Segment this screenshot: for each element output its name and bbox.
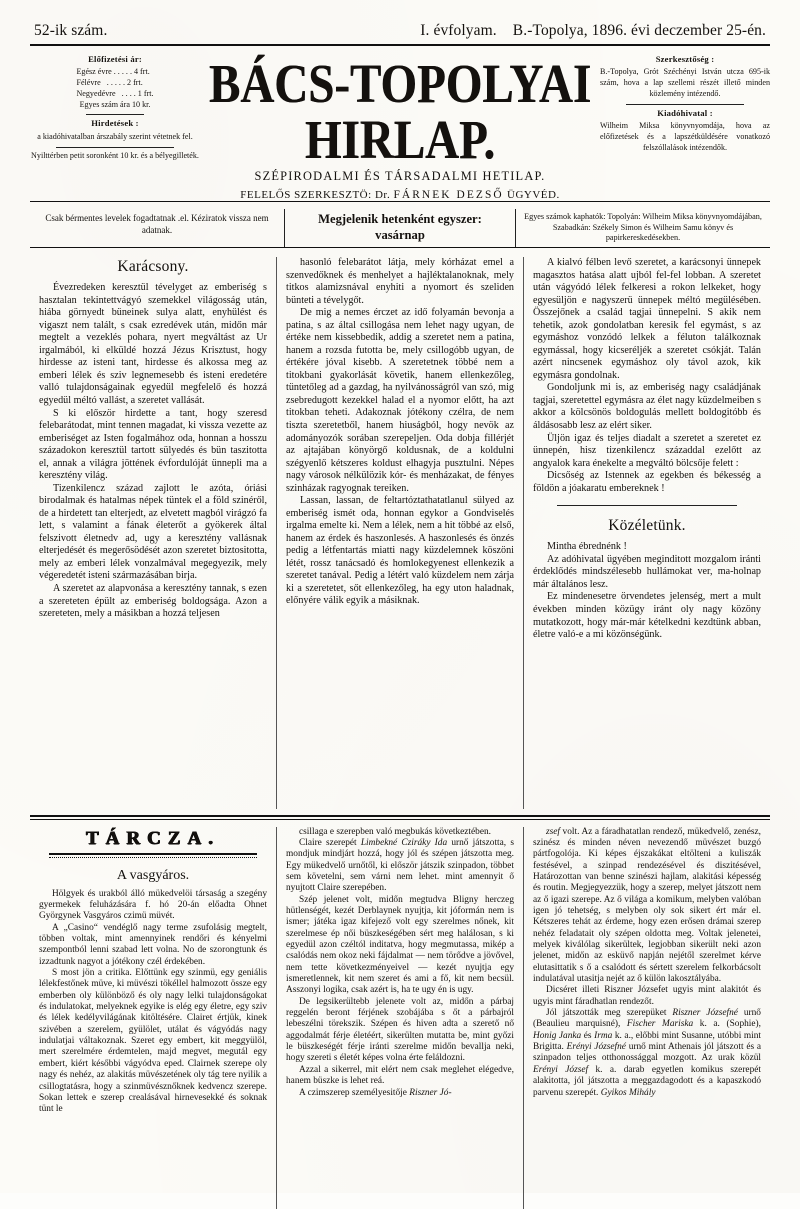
frequency-line-2: vasárnap [375,228,425,243]
divider [86,114,144,115]
paragraph: csillaga e szerepben való megbukás következtében. [299,826,491,837]
paragraph: Ez mindenesetre örvendetes jelenség, mert a mult években minden közügy iránt oly nagy közöny mutatkozott, hogy már-már kételkedni kezdtünk abban, életre való-e a mi közönségünk. [533,591,761,641]
paragraph: Az adóhivatal ügyében meginditott mozgalom iránti érdeklődés mindszélesebb hullámokat ver, ma-holnap már általános lesz. [533,553,761,590]
issue-number: 52-ik szám. [34,22,108,39]
ads-heading: Hirdetések : [91,118,139,129]
header-rule [30,44,770,46]
rule-solid [49,853,257,855]
editor-name: FÁRNEK DEZSŐ [393,188,504,201]
paragraph: Azzal a sikerrel, mit elért nem csak meglehet elégedve, hanem büszke is lehet reá. [286,1064,514,1087]
section-divider [557,505,737,506]
editor-prefix: FELELŐS SZERKESZTÖ: [240,188,372,201]
feuilleton-column-one [30,827,276,1209]
paragraph: zsef volt. Az a fáradhatatlan rendező, mükedvelő, zenész, szinész és minden néven nevezendő müvészet buzgó pártfogolója. Ki képes éjszakákat eltölteni a kuliszák festésével, a szinpad rendezésével és diszitésével, Határozottan van benne szinészi hajlam, alakitási képesség és routin. Megjegyezzük, hogy a szerep, melyet játszott nem az ő igazi szerepe. Az ő világa a komikum, melyben valóban igen jó tehetség, s melyben oly sok sikert ért már el. Kétszeres tehát az érdeme, hogy ezen erősen drámai szerep nehéz feladatait oly szépen oldotta meg. Voltak jelenetei, melyek kiválólag sikerültek, legjobban sikerült neki azon jelenet, midőn az esküvő napján nejétől szerelmet kérve elutasittatik s ő a csalódott és sértett szerelem felkorbácsolt indulatával utasitja nejét az ő külön lakosztályába. [533,826,761,985]
paragraph: Tizenkilencz század zajlott le azóta, óriási birodalmak és hatalmas népek tüntek el a föld szinéről, de a hirdetett tan elterjedt, az elvetett magból virágzó fa lett, s valamint a fának életerőt a gyökerek által felszivott életnedv ad, ugy a keresztény vallásnak elterjedését és megerősödését azon szeretet biztositotta, mely az emberi lélek vonzalmával megegyezik, mely végeredetét isteni származásában birja. [39,482,267,582]
notice-rule-top [30,201,770,202]
paragraph: Jól játszották meg szerepüket Riszner Józsefné urnő (Beaulieu marquisné), Fischer Mariska k. a. (Sophie), Honig Janka és Irma k. a., előbbi mint Susanne, utóbbi mint Brigitta. Erényi Józsefné urnő mint Athenais jól játszott és a szinpadon teljes otthonossággal mozgott. Az urak közül Erényi József k. a. darab egyetlen komikus szerepét alakitotta, jól játszotta a meggazdagodott és a kapaszkodó parvenu szerepét. Gyikos Mihály [533,1008,761,1098]
column-two [276,257,523,809]
paragraph: Claire szerepét Limbekné Cziráky Ida urnő játszotta, s mondjuk mindjárt hozzá, hogy jól és szépen játszotta meg. Egy mükedvelő urnőtől, ki először játszik szinpadon, többet sem követelni, sem várni nem lehet. mint amennyit ő nyujtott Claire szerepében. [286,837,514,894]
editor-doctor: Dr. [374,188,391,201]
editorial-heading: Szerkesztőség : [655,54,715,64]
feuilleton-section-label: TÁRCZA. [86,827,220,849]
paragraph: Dicsőség az Istennek az egekben és békesség a földön a jóakaratu embereknek ! [533,470,761,494]
feuilleton-columns [30,827,770,1209]
subscription-heading: Előfizetési ár: [88,54,142,64]
volume-label: I. évfolyam. [420,22,497,39]
issue-header-line [30,22,770,43]
notice-rule-bottom [30,247,770,248]
paragraph: hasonló felebarátot látja, mely kórházat emel a szenvedőknek és menhelyet a hajléktalanoknak, mely titkos alamizsnával enyhiti a nyomort és szeliden bünteti a tévelygőt. [286,257,514,306]
place-date: B.-Topolya, 1896. évi deczember 25-én. [512,22,766,39]
price-row: Egész évre . . . . . 4 frt. [76,67,150,77]
subscription-box [30,52,200,201]
paragraph: Szép jelenet volt, midőn megtudva Bligny herczeg hütlenségét, kezét Derblaynek nyujtja, kit jóformán nem is ismer; játéka igaz kifejező volt egy szerelmes nőnek, kit szerelmese ép női büszkeségében sért meg halálosan, s ki egyedül azon czéltól inditatva, hogy megmutassa, mikép a csalódás nem okoz neki fájdalmat — nem törődve a jövővel, nem tette következményeivel — kezét nyujtja egy ismeretlennek, kit nem szeret és ami a fő, kit nem becsül. Asszonyi logika, csak azért is, ha te ugy én is ugy. [286,894,514,996]
notice-bar [30,209,770,247]
paragraph: Lassan, lassan, de feltartóztathatatlanul sülyed az emberiség ismét oda, honnan egykor a Gondviselés irgalma emelte ki. Nem a lélek, nem a hit többé az első, hanem az érdek és haszonlesés. A haszonlesés és önzés pedig a létfentartás miatti nagy küzdelemnek köszöni létét, rossz tanácsadó és homlokegyenest ellenkezik a szeretet tanával. Pedig a létért való küzdelem nem zárja ki a szeretetet, sőt ellenkezőleg, ha egy uton haladnak, előnyére válik egyik a másiknak. [286,495,514,607]
paragraph: Mintha ébrednénk ! [547,541,627,553]
paper-title: BÁCS-TOPOLYAI HIRLAP. [208,54,592,171]
frequency-line-1: Megjelenik hetenként egyszer: [318,211,482,226]
price-row: Negyedévre . . . . 1 frt. [76,88,154,98]
masthead [30,52,770,201]
feuilleton-rule-heavy [30,815,770,817]
paragraph: A czimszerep személyesitője Riszner Jó- [299,1087,452,1098]
paragraph: S ki először hirdette a tant, hogy szeresd felebarátodat, mint tennen magadat, ki vissza vezette az emberiséget az Isten fogalmához oda, honnan a hosszu századokon keresztül tartott sülyedés és bün taszitotta el, annak a világra jöttének évfordulóját ünnepli ma a keresztény világ. [39,407,267,482]
column-three [523,257,770,809]
column-one [30,257,276,809]
article-title: Karácsony. [117,258,189,276]
feuilleton-column-three [523,827,770,1209]
editorial-box [600,52,770,201]
editorial-address: B.-Topolya, Grót Széchényi István utcza 695-ik szám, hova a lap szellemi részét illető minden közlemény intézendő. [600,67,770,98]
paragraph: Dicséret illeti Riszner Józsefet ugyis mint alakitót és ugyis mint fáradhatlan rendezőt. [533,985,761,1007]
paper-subtitle: SZÉPIRODALMI ÉS TÁRSADALMI HETILAP. [254,168,546,183]
paragraph: A kialvó félben levő szeretet, a karácsonyi ünnepek magasztos hatása alatt ujból fel-fel lobban. A szeretet után vágyódó lélek felkeresi a rokon lelkeket, hogy egyesüljön e nagyszerü ünnepek méltó megülésében. Összejőnek a család tagjai ünnepelni. S akik nem tehetik, azok gondolatban keresik fel egymást, s az egymáshoz vonzódó lelkek a féluton találkoznak egymással, hogy kicseréljék a szeretet csókját. Talán azért nincsenek egymáshoz oly távol azok, kik egymásra gondolnak. [533,257,761,381]
paragraph: A „Casino“ vendéglő nagy terme zsufolásig megtelt, többen voltak, mint amennyinek rendőri és kényelmi szempontból lenni szabad lett volna. No de szorongtunk és izzadtunk nagyot a jótékony czél érdekében. [39,922,267,967]
price-list [76,67,153,99]
open-column-text: Nyilttérben petit soronként 10 kr. és a bélyegilleték. [31,150,199,160]
publisher-address: Wilheim Miksa könyvnyomdája, hova az előfizetések és a lapszétküldésére vonatkozó felszóllalások intézendők. [600,121,770,152]
feuilleton-title: A vasgyáros. [116,867,190,883]
price-row: Félévre . . . . . 2 frt. [76,78,143,88]
second-article-title: Közéletünk. [608,517,686,535]
divider [626,104,744,105]
feuilleton-label-rules [39,853,267,858]
feuilleton-separator [30,815,770,820]
main-columns [30,257,770,809]
publisher-heading: Kiadóhivatal : [657,107,713,118]
feuilleton-rule-thin [30,819,770,820]
notice-availability: Egyes számok kaphatók: Topolyán: Wilheim Miksa könyvnyomdájában, Szabadkán: Székely Simon és Wilheim Samu könyv és papirkereskedésekben. [524,211,762,243]
ads-text: a kiadóhivatalban árszabály szerint vétetnek fel. [37,131,193,141]
notice-frequency [284,209,516,247]
paragraph: Üljön igaz és teljes diadalt a szeretet a szeretet ez ünnepén, hisz tizenkilencz századdal ezelőtt az angyalok kara énekelte a megváltó bölcsője felett : [533,432,761,469]
paragraph: Évezredeken keresztül tévelyget az emberiség s hasztalan tekintettvágyó szemekkel világosság után, hiába görnyedt büneinek sulya alatt, enyhülést és vigaszt nem talált, s csak ezredévek után, midőn már megtelt a vezeklés pohara, nyert megváltást az Ur irgalmából, ki elküldé hozzá Jézus Krisztust, hogy hirdesse az isteni tant, hirdesse és alkossa meg az emberi lélek és sziv legnemesebb és isteni eredetére valló tulajdonságainak egyedül megfelelő és hozzá egyedül méltó vallást, a szeretet vallását. [39,282,267,407]
paragraph: Gondoljunk mi is, az emberiség nagy családjának tagjai, szeretettel egymásra az élet nagy küzdelmeiben s akkor a kölcsönös boldogulás mellett boldogitóbb és áldásosabb lesz az elért siker. [533,382,761,431]
paragraph: A szeretet az alapvonása a keresztény tannak, s ezen a szereteten épült az emberiség boldogsága. Azon a szereteten, mely a másikban a hozzá teljesen [39,582,267,620]
rule-dotted [49,857,257,858]
editor-suffix: ÜGYVÉD. [507,188,560,201]
single-copy-price: Egyes szám ára 10 kr. [79,99,151,109]
divider [56,147,174,148]
paragraph: De legsikerültebb jelenete volt az, midőn a párbaj reggelén beront férjének szobájába s őt a párbajról lebeszélni törekszik. Szépen és hiven adta a szerető nő aggodalmát férje életéért, sikerülten mutatta be, mint győzi le büszkeségét férje iránti szerelme midőn bevallja neki, hogy szereti s életét képes volna érte feláldozni. [286,996,514,1064]
notice-left: Csak bérmentes levelek fogadtatnak .el. Kéziratok vissza nem adatnak. [45,212,269,235]
paragraph: S most jön a critika. Előttünk egy szinmü, egy geniális lélekfestőnek müve, ki müvészi tökéllel halmozott össze egy emberben oly különböző és oly nagy lelki tulajdonságokat és indulatokat, melyeknek egyike is elég egy életre, egy sziv és lélek kedélyvilágának kitöltésére. Clairet értjük, kinek szivében a szerelem, gyülölet, utálat és vágyódás nagy indulatjai váltakoznak. Szeret egy embert, kit meggyülöl, mert szerelmére érdemtelen, majd megvet, megutál egy embert, kiért későbbi vágyódva eped. Clairnek szerepe oly nagy és nehéz, az alakitás müvészetének oly tág tere nyilik a csillogtatásra, hogy a szinmüvésznőknek kedvencz szerepe. Sokan lettek e szerep crealásával hirnevesekké és soknak tünt le [39,968,267,1115]
masthead-center [200,52,600,201]
paragraph: Hölgyek és urakból álló mükedvelöi társaság a szegény gyermekek feluházására f. hó 20-án előadta Ohnet Györgynek Vasgyáros czimü müvét. [39,888,267,922]
editor-line [206,189,594,201]
feuilleton-column-two [276,827,523,1209]
paragraph: De mig a nemes érczet az idő folyamán bevonja a patina, s az által csillogása nem lehet nagy ugyan, de értéke nem kissebbedik, addig a szeretet nem a patina, hanem a rozsda futotta be, mely csillogóbb ugyan, de értékére jóval kisebb. A szeretetnek többé nem a titokbani gyakorlását követik, hanem ellenkezőleg, tüntetőleg ad a gazdag, ha nyilvánosságról van szó, mig zsebredugott kezekkel halad el a nyomor előtt, ha azt titokban teheti. Adakoznak jótékony czélra, de nem tiszta szeretetből, hanem hiuságból, hogy nevök az adományozók sorában szerepeljen. Oda dobja fillérjét az ajtajában könyörgő koldusnak, de a koldulni szégyenlő kétszeres koldust elhagyja pusztulni. Népes nagy városok nélkülözik kór- és menházakat, de fényes szinházak ragyognak tereiken. [286,307,514,494]
